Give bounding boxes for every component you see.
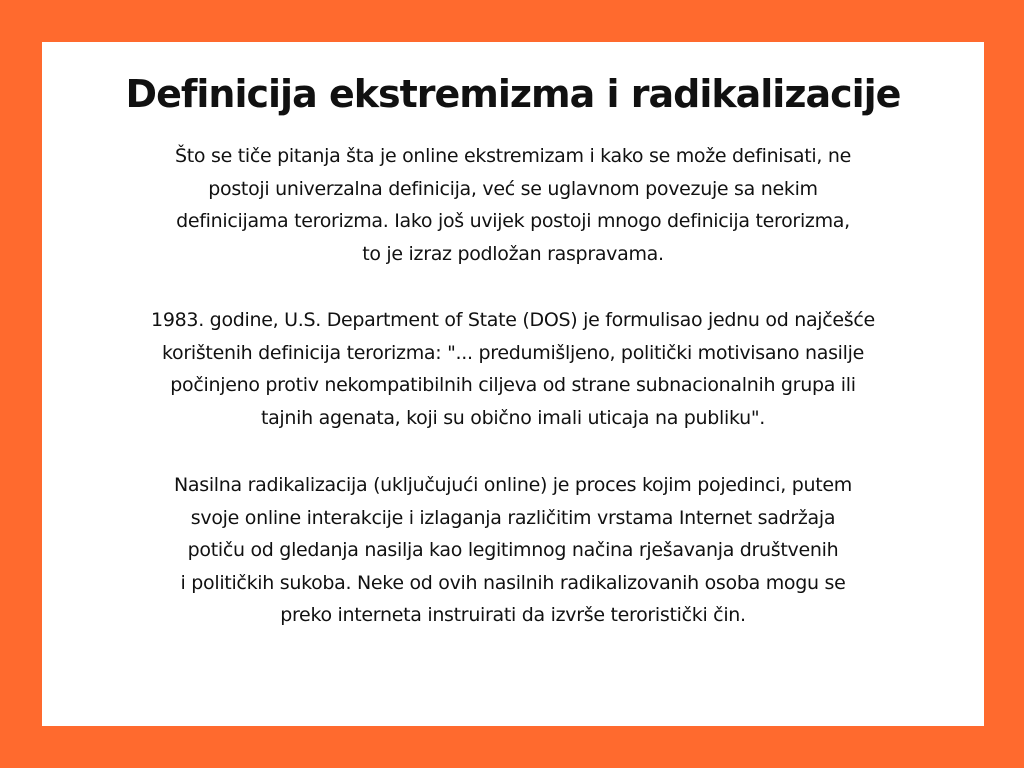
paragraph-line: svoje online interakcije i izlaganja različitim vrstama Internet sadržaja [190,506,836,529]
paragraph-line: definicijama terorizma. Iako još uvijek postoji mnogo definicija terorizma, [176,210,850,232]
paragraph-line: potiču od gledanja nasilja kao legitimnog načina rješavanja društvenih [187,539,839,561]
page-title: Definicija ekstremizma i radikalizacije [125,72,901,116]
content-card [42,42,984,726]
paragraph-definition [42,140,984,270]
paragraph-dos-definition [42,304,984,434]
paragraph-line: korištenih definicija terorizma: "... predumišljeno, politički motivisano nasilje [161,341,865,364]
paragraph-line: preko interneta instruirati da izvrše teroristički čin. [280,604,746,626]
paragraph-line: Nasilna radikalizacija (uključujući online) je proces kojim pojedinci, putem [173,474,853,496]
paragraph-line: 1983. godine, U.S. Department of State (DOS) je formulisao jednu od najčešće [151,309,875,331]
paragraph-line: počinjeno protiv nekompatibilnih ciljeva od strane subnacionalnih grupa ili [170,374,856,396]
paragraph-line: i političkih sukoba. Neke od ovih nasilnih radikalizovanih osoba mogu se [180,571,846,594]
paragraph-line: tajnih agenata, koji su obično imali uticaja na publiku". [260,406,766,429]
paragraph-line: postoji univerzalna definicija, već se uglavnom povezuje sa nekim [208,177,818,200]
paragraph-radicalization [42,469,984,632]
paragraph-line: Što se tiče pitanja šta je online ekstremizam i kako se može definisati, ne [175,145,851,167]
paragraph-line: to je izraz podložan raspravama. [362,242,664,265]
